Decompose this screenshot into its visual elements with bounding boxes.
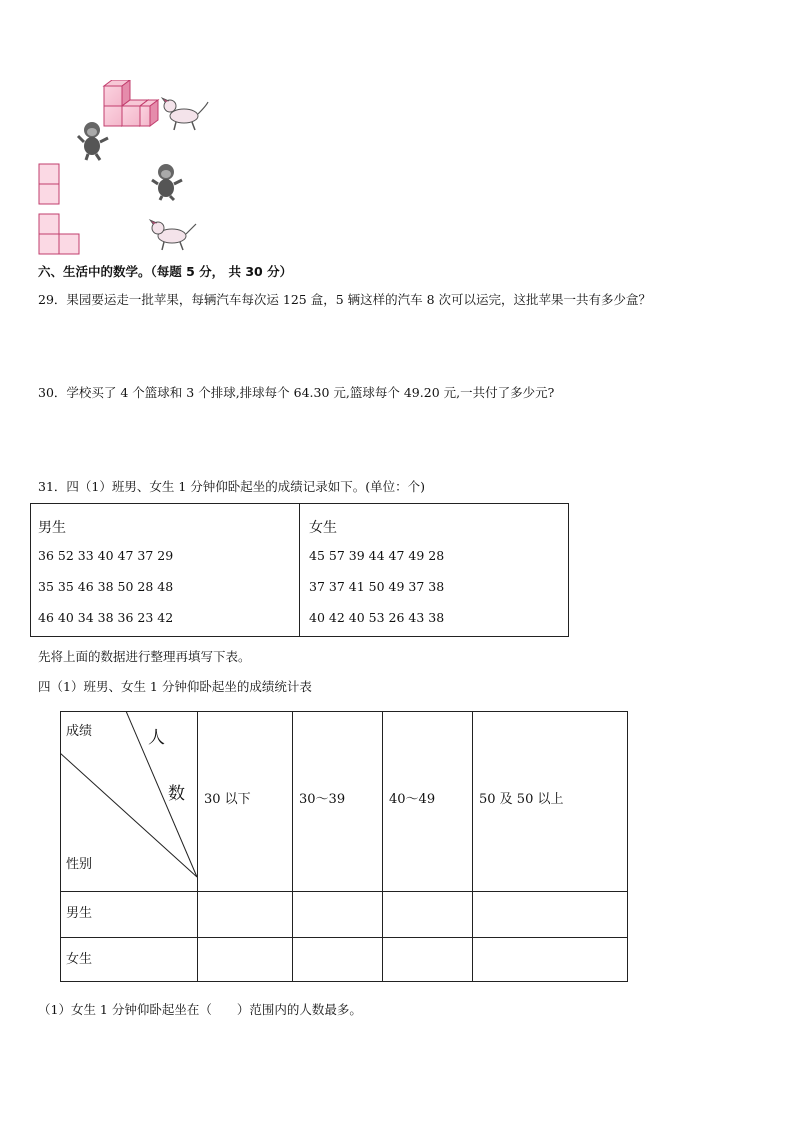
girls-row: 40 42 40 53 26 43 38 bbox=[309, 610, 445, 625]
girls-header: 女生 bbox=[309, 520, 337, 536]
row-separator bbox=[60, 937, 628, 938]
boys-row: 46 40 34 38 36 23 42 bbox=[38, 610, 174, 625]
question-31: 31．四（1）班男、女生 1 分钟仰卧起坐的成绩记录如下。(单位：个) bbox=[38, 479, 426, 494]
column-header: 40～49 bbox=[389, 792, 436, 807]
cube-stack-svg bbox=[30, 80, 220, 260]
boys-row: 35 35 46 38 50 28 48 bbox=[38, 579, 174, 594]
column-header: 30 以下 bbox=[204, 792, 251, 807]
column-separator bbox=[472, 711, 473, 982]
records-table-divider bbox=[299, 504, 300, 636]
corner-gender-label: 性别 bbox=[66, 857, 93, 872]
row-header-boys: 男生 bbox=[66, 906, 93, 921]
corner-score-label: 成绩 bbox=[66, 724, 93, 739]
table-border bbox=[60, 981, 628, 982]
question-30: 30．学校买了 4 个篮球和 3 个排球,排球每个 64.30 元,篮球每个 49.20 元,一共付了多少元? bbox=[38, 385, 555, 400]
boys-header: 男生 bbox=[38, 520, 66, 536]
question-29: 29．果园要运走一批苹果，每辆汽车每次运 125 盒，5 辆这样的汽车 8 次可以运完，这批苹果一共有多少盒？ bbox=[38, 292, 652, 307]
cube-stack bbox=[104, 80, 158, 126]
column-header: 30～39 bbox=[299, 792, 346, 807]
dog-icon bbox=[150, 220, 196, 250]
column-header: 50 及 50 以上 bbox=[479, 792, 564, 807]
corner-ren-label: 人 bbox=[148, 728, 165, 748]
girls-row: 45 57 39 44 47 49 28 bbox=[309, 548, 445, 563]
column-separator bbox=[382, 711, 383, 982]
dog-icon bbox=[162, 98, 208, 130]
view-vertical-squares bbox=[39, 164, 59, 204]
stat-table bbox=[60, 711, 628, 982]
section-six-title: 六、生活中的数学。（每题 5 分， 共 30 分） bbox=[38, 264, 293, 279]
corner-shu-label: 数 bbox=[168, 784, 185, 804]
column-separator bbox=[292, 711, 293, 982]
instruction-text: 先将上面的数据进行整理再填写下表。 bbox=[38, 649, 251, 664]
cube-observation-figure bbox=[30, 80, 220, 260]
records-table bbox=[30, 503, 569, 637]
boys-row: 36 52 33 40 47 37 29 bbox=[38, 548, 174, 563]
girls-row: 37 37 41 50 49 37 38 bbox=[309, 579, 445, 594]
row-header-girls: 女生 bbox=[66, 952, 93, 967]
monkey-icon bbox=[78, 122, 108, 160]
monkey-icon bbox=[152, 164, 182, 200]
sub-question-1: （1）女生 1 分钟仰卧起坐在（ ）范围内的人数最多。 bbox=[38, 1002, 362, 1017]
table-border bbox=[627, 711, 628, 982]
stat-table-title: 四（1）班男、女生 1 分钟仰卧起坐的成绩统计表 bbox=[38, 679, 312, 694]
view-l-shape bbox=[39, 214, 79, 254]
